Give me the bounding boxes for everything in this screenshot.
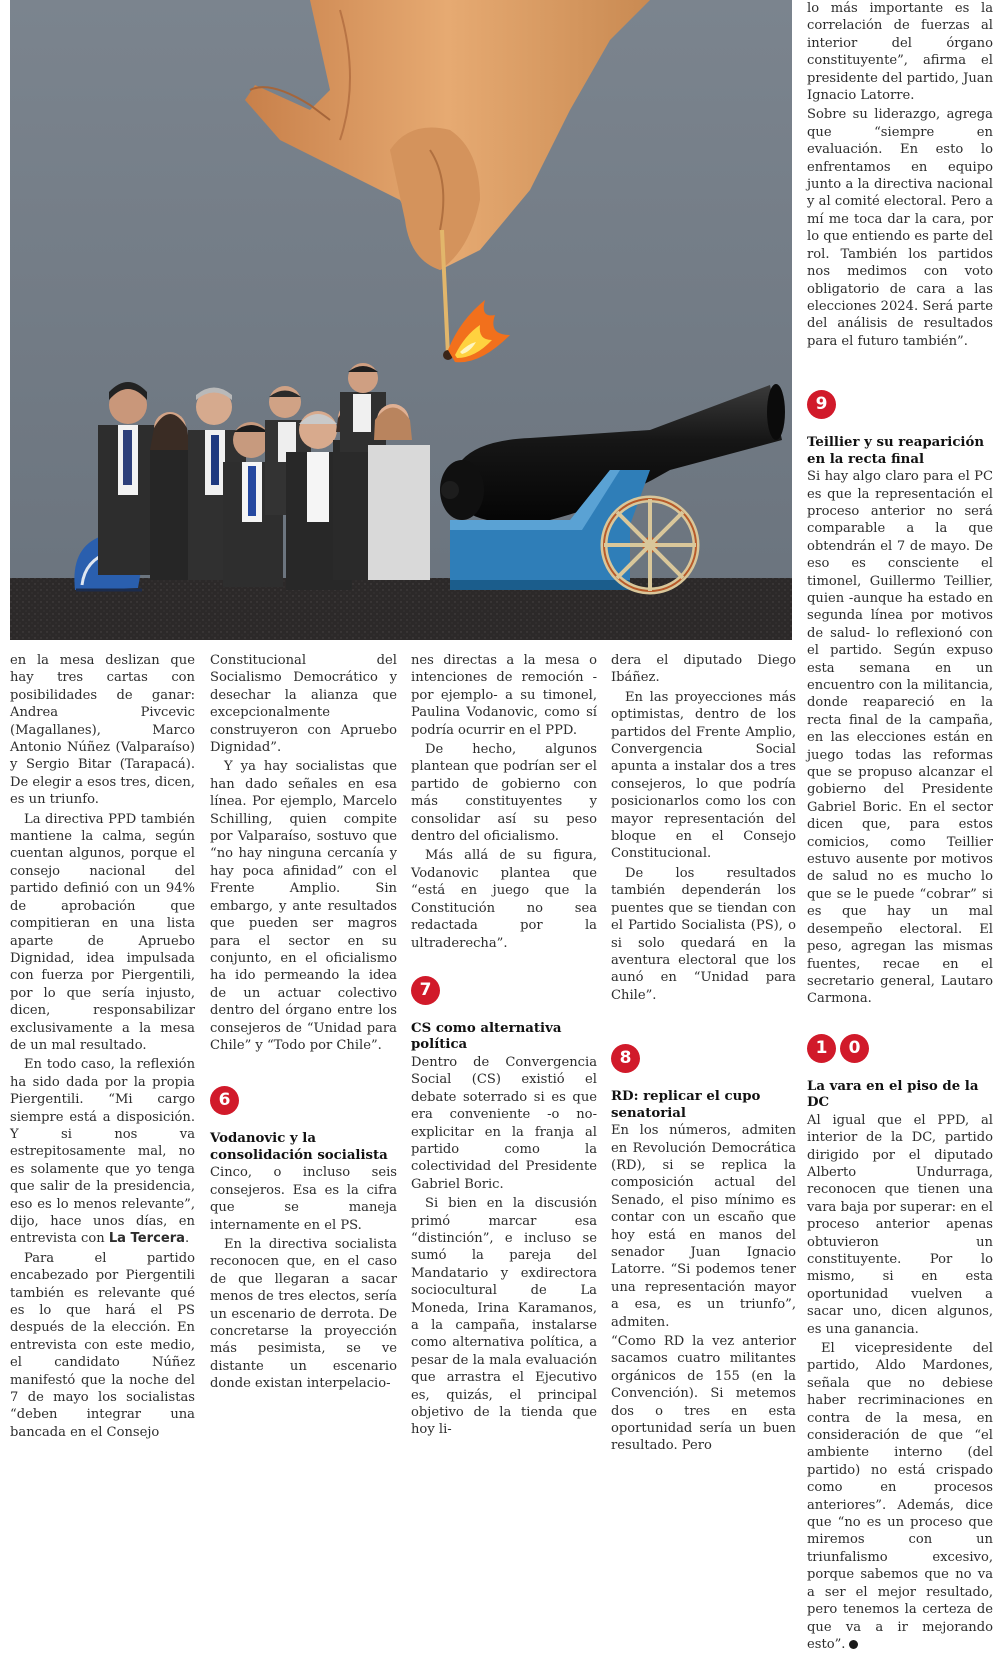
number-badge: 6	[210, 1086, 239, 1115]
section-number-10	[807, 1034, 993, 1063]
section-number-8	[611, 1044, 796, 1073]
section-heading: RD: replicar el cupo senatorial	[611, 1089, 761, 1121]
paragraph: Para el partido encabezado por Piergentili también es relevante qué es lo que hará el PS después de la elección. En entrevista con este medio, el candidato Núñez manifestó que la noche del 7 de mayo los socialistas “deben integrar una bancada en el Consejo	[10, 1250, 195, 1440]
paragraph: Dentro de Convergencia Social (CS) existió el debate soterrado si es que era conveniente -o no- explicitar en la franja al partido como la colectividad del Presidente Gabriel Boric.	[411, 1054, 597, 1192]
section-number-6	[210, 1086, 397, 1115]
section-heading: La vara en el piso de la DC	[807, 1078, 979, 1111]
illustration-canvas	[10, 0, 792, 640]
paragraph: En las proyecciones más optimistas, dentro de los partidos del Frente Amplio, Convergencia Social apunta a instalar dos a tres consejeros, lo que podría posicionarlos como los con mayor representación del bloque en el Consejo Constitucional.	[611, 689, 796, 862]
paragraph: Si bien en la discusión primó marcar esa “distinción”, e incluso se sumó la pareja del Mandatario y exdirectora sociocultural de La Moneda, Irina Karamanos, a la campaña, instalarse como alternativa política, a pesar de la mala evaluación que arrastra el Ejecutivo es, quizás, el principal objetivo de la tienda que hoy li-	[411, 1196, 597, 1438]
paragraph: Más allá de su figura, Vodanovic plantea que “está en juego que la Constitución no sea redactada por la ultraderecha”.	[411, 848, 597, 951]
paragraph: El vicepresidente del partido, Aldo Mardones, señala que no debiese haber recriminaciones en contra de la mesa, en consideración de que “el ambiente interno (del partido) no está crispado como en procesos anteriores”. Además, dice que “no es un proceso que miremos con un triunfalismo excesivo, porque sabemos que no va a ser el mejor resultado, pero tenemos la certeza de que va a ir mejorando esto”.	[807, 1341, 993, 1652]
paragraph: en la mesa deslizan que hay tres cartas con posibilidades de ganar: Andrea Pivcevic (Magallanes), Marco Antonio Núñez (Valparaíso) y Sergio Bitar (Tarapacá). De elegir a esos tres, dicen, es un triunfo.	[10, 653, 195, 808]
brand-period: .	[185, 1231, 190, 1247]
paragraph: lo más importante es la correlación de fuerzas al interior del órgano constituyente”, afirma el presidente del partido, Juan Ignacio Latorre.	[807, 1, 993, 104]
paragraph: Sobre su liderazgo, agrega que “siempre en evaluación. En esto lo enfrentamos en equipo junto a la directiva nacional y al comité electoral. Pero a mí me toca dar la cara, por lo que entiendo es parte del rol. También los partidos nos medimos con voto obligatorio de cara a las elecciones 2024. Será parte del análisis de resultados para el futuro también”.	[807, 107, 993, 349]
paragraph: Constitucional del Socialismo Democrático y desechar la alianza que excepcionalmente construyeron con Apruebo Dignidad”.	[210, 653, 397, 756]
section-number-7	[411, 976, 597, 1005]
section-heading: Vodanovic y la consolidación socialista	[210, 1131, 388, 1163]
number-badge-digit: 0	[840, 1034, 869, 1063]
article-illustration	[10, 0, 792, 640]
la-tercera-brand: La Tercera	[108, 1231, 186, 1247]
number-badge: 7	[411, 976, 440, 1005]
paragraph: De hecho, algunos plantean que podrían ser el partido de gobierno con más constituyentes y consolidar así su peso dentro del oficialismo.	[411, 742, 597, 845]
section-heading: CS como alternativa política	[411, 1020, 562, 1053]
paragraph: Cinco, o incluso seis consejeros. Esa es la cifra que se maneja internamente en el PS.	[210, 1165, 397, 1233]
paragraph: “Como RD la vez anterior sacamos cuatro militantes orgánicos de 155 (en la Convención). Si metemos dos o tres en esta oportunidad sería un buen resultado. Pero	[611, 1334, 796, 1454]
paragraph: En los números, admiten en Revolución Democrática (RD), si se replica la composición actual del Senado, el piso mínimo es contar con un escaño que hoy está en manos del senador Juan Ignacio Latorre. “Si podemos tener una representación mayor a esa, es un triunfo”, admiten.	[611, 1123, 796, 1330]
number-badge-digit: 1	[807, 1034, 836, 1063]
article-column-2	[210, 652, 397, 1395]
section-heading: Teillier y su reaparición en la recta final	[807, 435, 985, 467]
section-number-9	[807, 390, 993, 419]
number-badge: 9	[807, 390, 836, 419]
article-column-5	[807, 0, 993, 1655]
paragraph: Al igual que el PPD, al interior de la DC, partido dirigido por el diputado Alberto Undurraga, reconocen que tienen una vara baja por superar: en el proceso anterior apenas obtuvieron un constituyente. Por lo mismo, si en esta oportunidad vuelven a sacar uno, dicen algunos, es una ganancia.	[807, 1112, 993, 1337]
paragraph: En la directiva socialista reconocen que, en el caso de que llegaran a sacar menos de tres electos, sería un escenario de derrota. De concretarse la proyección más pesimista, se ve distante un escenario donde existan interpelacio-	[210, 1236, 397, 1392]
number-badge: 8	[611, 1044, 640, 1073]
paragraph: Y ya hay socialistas que han dado señales en esa línea. Por ejemplo, Marcelo Schilling, quien compite por Valparaíso, sostuvo que “no hay ninguna cercanía y hay poca afinidad” con el Frente Amplio. Sin embargo, y ante resultados que pueden ser magros para el sector en su conjunto, en el oficialismo ha ido permeando la idea de un actuar colectivo dentro del órgano entre los consejeros de “Unidad para Chile” y “Todo por Chile”.	[210, 759, 397, 1053]
paragraph-text: En todo caso, la reflexión ha sido dada por la propia Piergentili. “Mi cargo siempre está a disposición. Y si nos va estrepitosamente mal, no es solamente que yo tenga que salir de la presidencia, eso es lo menos relevante”, dijo, hace unos días, en entrevista con	[10, 1057, 195, 1247]
article-column-1	[10, 652, 195, 1443]
paragraph: Si hay algo claro para el PC es que la representación el proceso anterior no será comparable a la que obtendrán el 7 de mayo. De eso es consciente el timonel, Guillermo Teillier, quien -aunque ha estado en segunda línea por motivos de salud- lo reflexionó con el partido. Según expuso esta semana en un encuentro con la militancia, donde reapareció en la recta final de la campaña, en las elecciones están en juego todas las reformas que se propuso alcanzar el gobierno del Presidente Gabriel Boric. En el sector dicen que, para estos comicios, como Teillier estuvo ausente por motivos de salud no es mucho lo que se le puede “cobrar” si es que hay un mal desempeño electoral. El peso, agregan las mismas fuentes, recae en el secretario general, Lautaro Carmona.	[807, 469, 993, 1007]
paragraph: dera el diputado Diego Ibáñez.	[611, 653, 796, 686]
paragraph: De los resultados también dependerán los puentes que se tiendan con el Partido Socialista (PS), o si solo quedará en la aventura electoral que los aunó en “Unidad para Chile”.	[611, 865, 796, 1003]
paragraph	[10, 1056, 195, 1247]
article-column-3	[411, 652, 597, 1441]
article-column-4	[611, 652, 796, 1457]
paragraph: nes directas a la mesa o intenciones de remoción -por ejemplo- a su timonel, Paulina Vodanovic, como sí podría ocurrir en el PPD.	[411, 653, 597, 738]
paragraph: La directiva PPD también mantiene la calma, según cuentan algunos, porque el consejo nacional del partido definió con un 94% de aprobación que compitieran en una lista aparte de Apruebo Dignidad, idea impulsada con fuerza por Piergentili, por lo que sería injusto, dicen, responsabilizar exclusivamente a la mesa de un mal resultado.	[10, 811, 195, 1053]
